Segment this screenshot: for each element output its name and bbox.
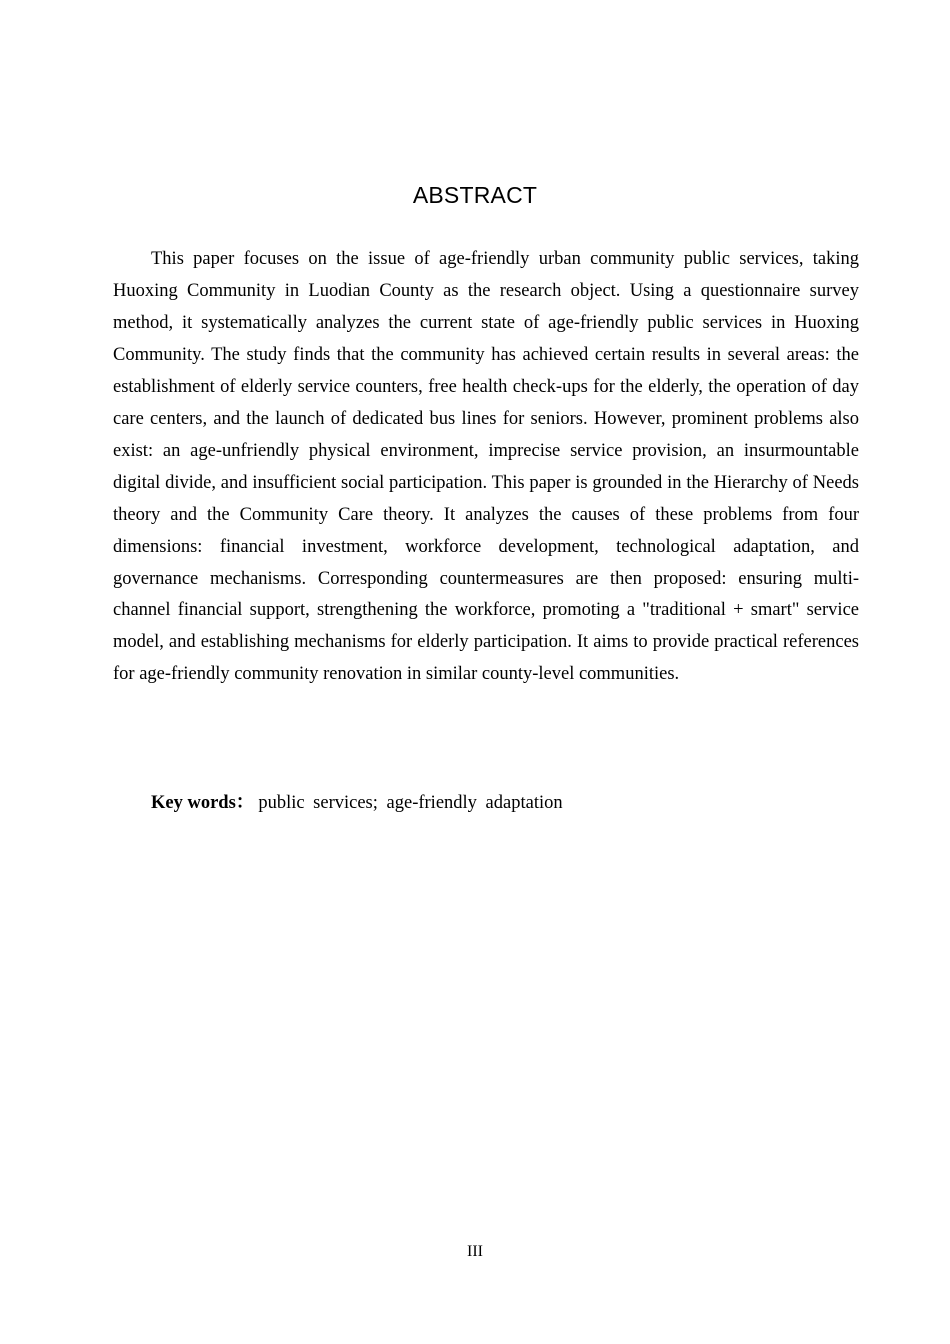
keywords-line bbox=[151, 788, 851, 818]
keywords-label: Key words bbox=[151, 793, 236, 813]
keywords-separator: ： bbox=[235, 793, 255, 813]
abstract-body: This paper focuses on the issue of age-friendly urban community public services, taking Huoxing Community in Luodian County as the research object. Using a questionnaire survey method, it systematically analyzes the current state of age-friendly public services in Huoxing Community. The study finds that the community has achieved certain results in several areas: the establishment of elderly service counters, free health check-ups for the elderly, the operation of day care centers, and the launch of dedicated bus lines for seniors. However, prominent problems also exist: an age-unfriendly physical environment, imprecise service provision, an insurmountable digital divide, and insufficient social participation. This paper is grounded in the Hierarchy of Needs theory and the Community Care theory. It analyzes the causes of these problems from four dimensions: financial investment, workforce development, technological adaptation, and governance mechanisms. Corresponding countermeasures are then proposed: ensuring multi-channel financial support, strengthening the workforce, promoting a "traditional + smart" service model, and establishing mechanisms for elderly participation. It aims to provide practical references for age-friendly community renovation in similar county-level communities. bbox=[113, 249, 859, 685]
page-number: III bbox=[467, 1243, 483, 1260]
keywords-values: public services; age-friendly adaptation bbox=[258, 793, 563, 813]
abstract-title: ABSTRACT bbox=[412, 182, 538, 208]
